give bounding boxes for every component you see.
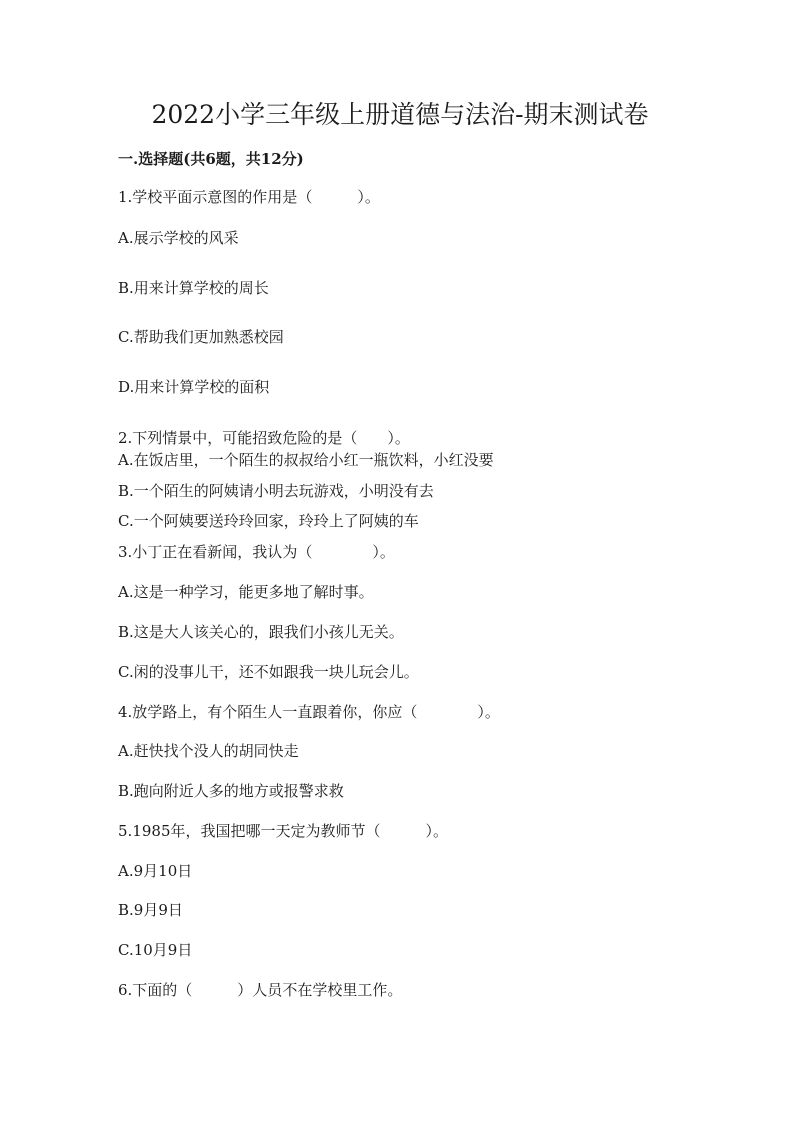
- question-4-option-a: A.赶快找个没人的胡同快走: [118, 742, 299, 760]
- question-5-option-b: B.9月9日: [118, 901, 183, 919]
- section-heading: 一.选择题(共6题，共12分): [118, 150, 304, 168]
- question-2-option-b: B.一个陌生的阿姨请小明去玩游戏，小明没有去: [118, 482, 434, 500]
- question-1-option-a: A.展示学校的风采: [118, 229, 239, 247]
- question-5-option-a: A.9月10日: [118, 862, 193, 880]
- exam-title: 2022小学三年级上册道德与法治-期末测试卷: [151, 100, 649, 129]
- question-3-option-b: B.这是大人该关心的，跟我们小孩儿无关。: [118, 623, 404, 641]
- question-2-option-a: A.在饭店里，一个陌生的叔叔给小红一瓶饮料，小红没要: [118, 451, 494, 469]
- question-1-option-c: C.帮助我们更加熟悉校园: [118, 328, 284, 346]
- question-1-option-d: D.用来计算学校的面积: [118, 378, 270, 396]
- question-3-option-a: A.这是一种学习，能更多地了解时事。: [118, 583, 374, 601]
- question-1-option-b: B.用来计算学校的周长: [118, 279, 269, 297]
- question-5-stem: 5.1985年，我国把哪一天定为教师节（ ）。: [118, 822, 448, 840]
- question-6-stem: 6.下面的（ ）人员不在学校里工作。: [118, 981, 403, 999]
- question-3-option-c: C.闲的没事儿干，还不如跟我一块儿玩会儿。: [118, 663, 419, 681]
- question-5-option-c: C.10月9日: [118, 941, 193, 959]
- question-3-stem: 3.小丁正在看新闻，我认为（ ）。: [118, 543, 395, 561]
- question-4-stem: 4.放学路上，有个陌生人一直跟着你，你应（ ）。: [118, 703, 500, 721]
- question-2-stem: 2.下列情景中，可能招致危险的是（ ）。: [118, 429, 410, 447]
- question-2-option-c: C.一个阿姨要送玲玲回家，玲玲上了阿姨的车: [118, 512, 419, 530]
- question-4-option-b: B.跑向附近人多的地方或报警求救: [118, 782, 344, 800]
- question-1-stem: 1.学校平面示意图的作用是（ ）。: [118, 188, 380, 206]
